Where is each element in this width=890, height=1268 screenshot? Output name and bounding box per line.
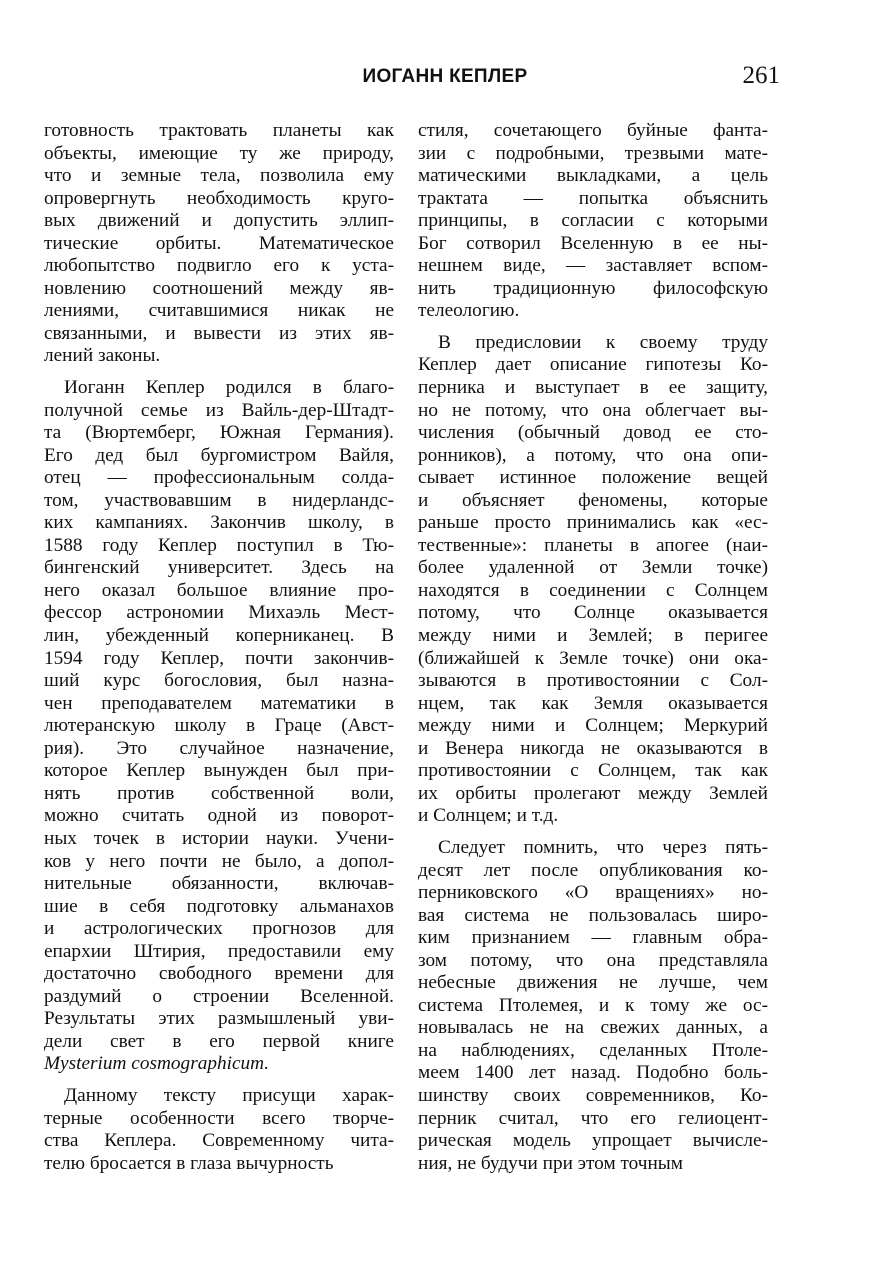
text-line: но не потому, что она облегчает вы- [418,399,768,421]
text-line: достаточно свободного времени для [44,963,394,985]
text-line: любопытство подвигло его к уста- [44,255,394,277]
text-line: бингенский университет. Здесь на [44,557,394,579]
text-line: раздумий о строении Вселенной. [44,985,394,1007]
text-line: вая система не пользовалась широ- [418,904,768,926]
text-line: трактата — попытка объяснить [418,187,768,209]
paragraph [44,120,394,368]
text-line: (ближайшей к Земле точке) они ока- [418,647,768,669]
text-line: система Птолемея, и к тому же ос- [418,994,768,1016]
text-line: Кеплер дает описание гипотезы Ко- [418,354,768,376]
text-line: 1594 году Кеплер, почти закончив- [44,647,394,669]
text-line: и Солнцем; и т.д. [418,805,559,827]
text-line: перника и выступает в ее защиту, [418,377,768,399]
text-line: на наблюдениях, сделанных Птоле- [418,1039,768,1061]
text-line: раньше просто принимались как «ес- [418,512,768,534]
text-line: чен преподавателем математики в [44,692,394,714]
text-line: Mysterium cosmographicum. [44,1053,269,1075]
text-line: нешнем виде, — заставляет вспом- [418,255,768,277]
text-line: Его дед был бургомистром Вайля, [44,444,394,466]
text-line: противостоянии с Солнцем, так как [418,760,768,782]
text-line: небесные движения не лучше, чем [418,972,768,994]
text-line: стиля, сочетающего буйные фанта- [418,120,768,141]
text-line: лин, убежденный коперниканец. В [44,625,394,647]
text-line: и объясняет феномены, которые [418,489,768,511]
text-line: их орбиты пролегают между Землей [418,782,768,804]
text-line: 1588 году Кеплер поступил в Тю- [44,534,394,556]
text-line: лений законы. [44,345,161,367]
text-line: меем 1400 лет назад. Подобно боль- [418,1062,768,1084]
text-line: Бог сотворил Вселенную в ее ны- [418,232,768,254]
paragraph-gap [44,368,394,377]
text-line: Данному тексту присущи харак- [64,1084,394,1106]
text-line: Результаты этих размышленый уви- [44,1008,394,1030]
text-line: потому, что Солнце оказывается [418,602,768,624]
text-line: шинству своих современников, Ко- [418,1084,768,1106]
text-line: ков у него почти не было, а допол- [44,850,394,872]
text-line: нить традиционную философскую [418,277,768,299]
text-line: тественные»: планеты в апогее (наи- [418,534,768,556]
text-line: лениями, считавшимися никак не [44,300,394,322]
text-line: и Венера никогда не оказываются в [418,737,768,759]
paragraph-gap [418,323,768,332]
text-line: Иоганн Кеплер родился в благо- [64,377,394,399]
text-line: ких кампаниях. Закончив школу, в [44,512,394,534]
text-line: отец — профессиональным солда- [44,467,394,489]
text-line: шие в себя подготовку альманахов [44,895,394,917]
text-line: нцем, так как Земля оказывается [418,692,768,714]
paragraph [44,1085,394,1175]
text-line: ронников), а потому, что она опи- [418,444,768,466]
paragraph [418,120,768,323]
paragraph [418,837,768,1175]
text-line: рия). Это случайное назначение, [44,737,394,759]
text-line: более удаленной от Земли точке) [418,557,768,579]
right-text-column [418,120,768,1175]
text-line: между ними и Землей; в перигее [418,625,768,647]
text-line: можно считать одной из поворот- [44,805,394,827]
text-line: между ними и Солнцем; Меркурий [418,715,768,737]
text-line: В предисловии к своему труду [438,331,768,353]
text-line: получной семье из Вайль-дер-Штадт- [44,399,394,421]
text-line: Следует помнить, что через пять- [438,836,768,858]
text-line: том, участвовавшим в нидерландс- [44,489,394,511]
text-line: принципы, в согласии с которыми [418,210,768,232]
text-line: зом потому, что она представляла [418,949,768,971]
text-line: готовность трактовать планеты как [44,120,394,141]
text-line: объекты, имеющие ту же природу, [44,142,394,164]
text-line: ства Кеплера. Современному чита- [44,1130,394,1152]
page-number: 261 [742,62,780,89]
text-line: телю бросается в глаза вычурность [44,1152,334,1174]
running-header-title: ИОГАНН КЕПЛЕР [362,66,528,87]
text-line: связанными, и вывести из этих яв- [44,322,394,344]
text-line: епархии Штирия, предоставили ему [44,940,394,962]
paragraph-gap [418,828,768,837]
text-line: рическая модель упрощает вычисле- [418,1130,768,1152]
text-line: вых движений и допустить эллип- [44,210,394,232]
text-line: сывает истинное положение вещей [418,467,768,489]
text-line: телеологию. [418,300,520,322]
text-line: та (Вюртемберг, Южная Германия). [44,422,394,444]
text-line: опровергнуть необходимость круго- [44,187,394,209]
text-line: матическими выкладками, а цель [418,165,768,187]
text-line: перниковского «О вращениях» но- [418,882,768,904]
text-line: зываются в противостоянии с Сол- [418,670,768,692]
text-line: которое Кеплер вынужден был при- [44,760,394,782]
text-line: лютеранскую школу в Граце (Авст- [44,715,394,737]
text-line: фессор астрономии Михаэль Мест- [44,602,394,624]
text-line: перник считал, что его гелиоцент- [418,1107,768,1129]
text-line: тические орбиты. Математическое [44,232,394,254]
text-line: десят лет после опубликования ко- [418,859,768,881]
text-line: нять против собственной воли, [44,782,394,804]
paragraph [418,332,768,828]
text-line: новлению соотношений между яв- [44,277,394,299]
text-line: терные особенности всего творче- [44,1107,394,1129]
text-line: зии с подробными, трезвыми мате- [418,142,768,164]
text-line: него оказал большое влияние про- [44,579,394,601]
text-line: ных точек в истории науки. Учени- [44,827,394,849]
text-line: числения (обычный довод ее сто- [418,422,768,444]
text-line: новывалась не на свежих данных, а [418,1017,768,1039]
text-line: ния, не будучи при этом точным [418,1152,683,1174]
text-line: ший курс богословия, был назна- [44,670,394,692]
text-line: дели свет в его первой книге [44,1030,394,1052]
text-line: ким признанием — главным обра- [418,927,768,949]
text-line: что и земные тела, позволила ему [44,165,394,187]
left-text-column [44,120,394,1175]
text-line: и астрологических прогнозов для [44,918,394,940]
text-line: нительные обязанности, включав- [44,873,394,895]
paragraph [44,377,394,1076]
paragraph-gap [44,1076,394,1085]
text-line: находятся в соединении с Солнцем [418,579,768,601]
